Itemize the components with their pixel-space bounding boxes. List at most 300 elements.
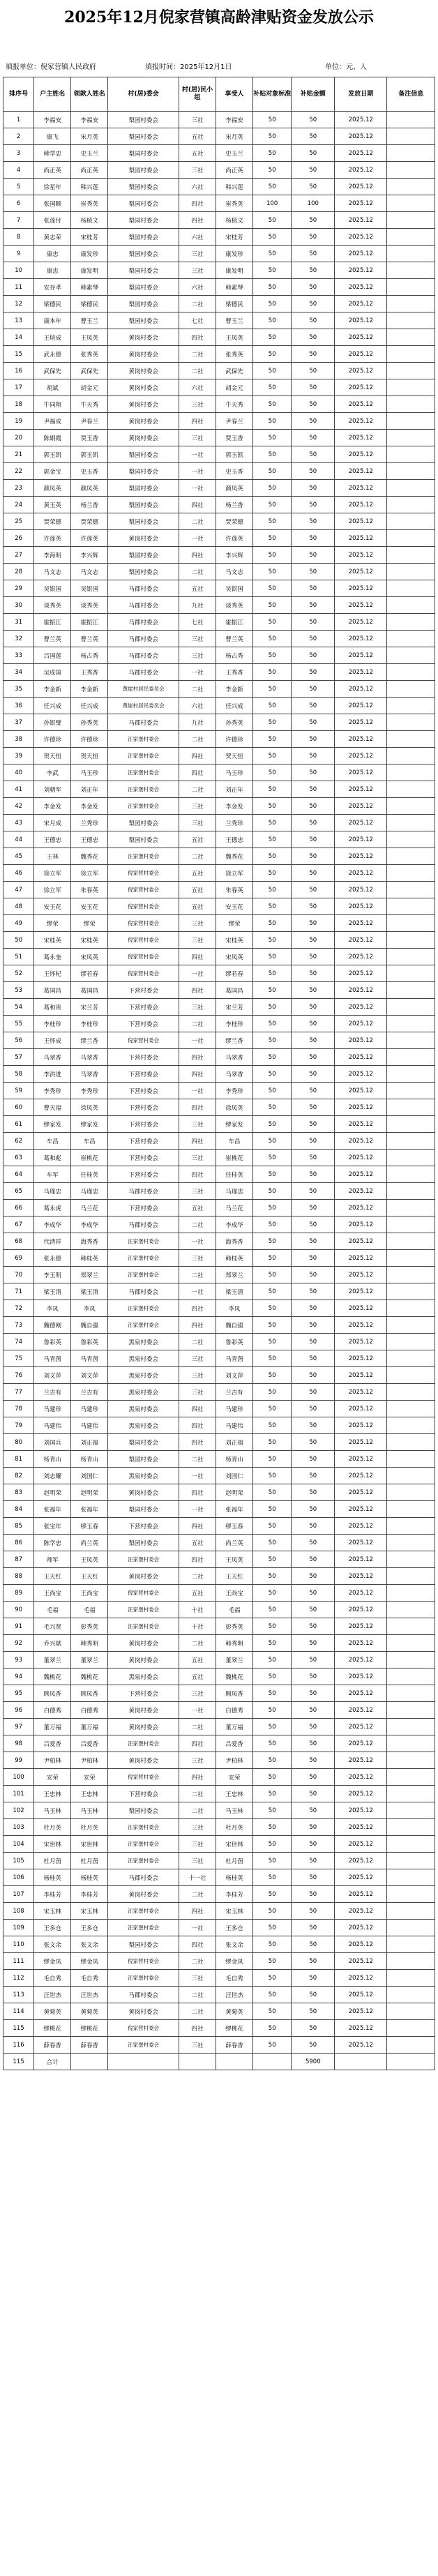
recipient-name: 宋月英	[71, 128, 108, 145]
recipient-name: 缪金凤	[71, 1953, 108, 1970]
beneficiary: 吕爱香	[216, 1735, 253, 1752]
subsidy-standard: 50	[253, 731, 292, 748]
payment-date: 2025.12	[335, 999, 387, 1016]
subsidy-amount: 50	[292, 1350, 335, 1367]
table-row	[3, 681, 435, 698]
table-row	[3, 664, 435, 681]
village-committee: 马郡村委会	[108, 1869, 179, 1886]
row-number: 92	[3, 1635, 34, 1652]
village-group: 三社	[179, 798, 216, 815]
subsidy-amount: 50	[292, 1183, 335, 1200]
subsidy-standard: 50	[253, 915, 292, 932]
subsidy-standard: 50	[253, 1585, 292, 1602]
village-group: 二社	[179, 363, 216, 379]
household-head: 黄玉英	[34, 497, 71, 513]
recipient-name: 贺天恒	[71, 748, 108, 764]
village-group: 一社	[179, 965, 216, 982]
village-committee: 倪家营村委会	[108, 949, 179, 965]
village-group: 三社	[179, 999, 216, 1016]
village-group: 一社	[179, 1501, 216, 1518]
table-row	[3, 1970, 435, 1987]
payment-date: 2025.12	[335, 1016, 387, 1032]
subsidy-standard: 50	[253, 446, 292, 463]
row-number: 73	[3, 1317, 34, 1334]
table-row	[3, 547, 435, 564]
subsidy-standard: 50	[253, 1853, 292, 1869]
payment-date: 2025.12	[335, 949, 387, 965]
table-row	[3, 413, 435, 430]
subsidy-table	[3, 77, 435, 2070]
table-row	[3, 848, 435, 865]
subsidy-standard: 50	[253, 212, 292, 229]
village-group: 三社	[179, 631, 216, 647]
household-head: 李金发	[34, 798, 71, 815]
beneficiary: 马玉林	[216, 1802, 253, 1819]
subsidy-standard: 50	[253, 497, 292, 513]
payment-date: 2025.12	[335, 764, 387, 781]
village-group: 六社	[179, 229, 216, 246]
beneficiary: 康发明	[216, 262, 253, 279]
row-number: 28	[3, 564, 34, 580]
row-number: 11	[3, 279, 34, 296]
row-number: 42	[3, 798, 34, 815]
row-number: 55	[3, 1016, 34, 1032]
village-committee: 梨园村委会	[108, 112, 179, 128]
recipient-name: 孙秀英	[71, 714, 108, 731]
row-number: 40	[3, 764, 34, 781]
row-number: 105	[3, 1853, 34, 1869]
row-number: 108	[3, 1903, 34, 1920]
village-committee: 下营村委会	[108, 1150, 179, 1166]
household-head: 顾凤香	[34, 1685, 71, 1702]
village-group: 五社	[179, 831, 216, 848]
recipient-name: 马玉林	[71, 1802, 108, 1819]
beneficiary: 董万福	[216, 1719, 253, 1735]
village-committee: 黑泉村委会	[108, 1384, 179, 1401]
village-group: 四社	[179, 1417, 216, 1434]
subsidy-standard: 50	[253, 1970, 292, 1987]
subsidy-amount: 50	[292, 831, 335, 848]
row-number: 58	[3, 1066, 34, 1083]
table-row	[3, 748, 435, 764]
village-committee: 汪家堡村委会	[108, 1618, 179, 1635]
table-row	[3, 1099, 435, 1116]
subsidy-amount: 50	[292, 413, 335, 430]
beneficiary: 刘国仁	[216, 1468, 253, 1484]
table-row	[3, 882, 435, 898]
beneficiary: 鲁彩英	[216, 1334, 253, 1350]
row-number: 43	[3, 815, 34, 831]
subsidy-standard: 50	[253, 1016, 292, 1032]
household-head: 马瑾忠	[34, 1183, 71, 1200]
beneficiary: 郑翠兰	[216, 1267, 253, 1283]
table-row	[3, 597, 435, 614]
village-committee: 马郡村委会	[108, 631, 179, 647]
household-head: 李金新	[34, 681, 71, 698]
payment-date: 2025.12	[335, 446, 387, 463]
subsidy-standard: 50	[253, 2037, 292, 2054]
village-committee: 黄岗村委会	[108, 346, 179, 363]
subsidy-amount: 50	[292, 681, 335, 698]
village-committee: 黄岗村委会	[108, 1886, 179, 1903]
subsidy-standard: 50	[253, 1233, 292, 1250]
row-number: 7	[3, 212, 34, 229]
household-head: 杜月茵	[34, 1853, 71, 1869]
row-number: 38	[3, 731, 34, 748]
table-row	[3, 1501, 435, 1518]
village-group: 四社	[179, 1484, 216, 1501]
row-number: 37	[3, 714, 34, 731]
household-head: 王多仓	[34, 1920, 71, 1936]
recipient-name: 黄菊英	[71, 2003, 108, 2020]
table-row	[3, 1518, 435, 1535]
beneficiary: 王多仓	[216, 1920, 253, 1936]
payment-date: 2025.12	[335, 982, 387, 999]
recipient-name: 宋世林	[71, 1836, 108, 1853]
subsidy-amount: 50	[292, 246, 335, 262]
village-group: 四社	[179, 949, 216, 965]
table-body	[3, 112, 435, 2054]
subsidy-standard: 50	[253, 1267, 292, 1283]
row-number: 107	[3, 1886, 34, 1903]
subsidy-amount: 50	[292, 564, 335, 580]
subsidy-amount: 50	[292, 1802, 335, 1819]
remarks	[387, 681, 435, 698]
subsidy-standard: 50	[253, 631, 292, 647]
subsidy-amount: 50	[292, 279, 335, 296]
row-number: 65	[3, 1183, 34, 1200]
household-head: 谈秀英	[34, 597, 71, 614]
subsidy-amount: 50	[292, 363, 335, 379]
beneficiary: 兰秀珍	[216, 815, 253, 831]
recipient-name: 李秀珍	[71, 1083, 108, 1099]
recipient-name: 李成华	[71, 1217, 108, 1233]
recipient-name: 李兴辉	[71, 547, 108, 564]
beneficiary: 韩素琴	[216, 279, 253, 296]
subsidy-amount: 50	[292, 1886, 335, 1903]
table-row	[3, 296, 435, 312]
table-row	[3, 1150, 435, 1166]
beneficiary: 安荣	[216, 1769, 253, 1786]
table-row	[3, 112, 435, 128]
subsidy-standard: 50	[253, 1869, 292, 1886]
household-head: 胡斌	[34, 379, 71, 396]
village-group: 五社	[179, 1585, 216, 1602]
row-number: 113	[3, 1987, 34, 2003]
village-committee: 黑泉村委会	[108, 1401, 179, 1417]
recipient-name: 刘国仁	[71, 1468, 108, 1484]
row-number: 10	[3, 262, 34, 279]
table-row	[3, 2020, 435, 2037]
recipient-name: 曹玉兰	[71, 312, 108, 329]
row-number: 90	[3, 1602, 34, 1618]
village-committee: 汪家堡村委会	[108, 2037, 179, 2054]
village-group: 四社	[179, 982, 216, 999]
table-row	[3, 1535, 435, 1551]
remarks	[387, 179, 435, 195]
village-group: 三社	[179, 1150, 216, 1166]
remarks	[387, 1819, 435, 1836]
remarks	[387, 1367, 435, 1384]
payment-date: 2025.12	[335, 1920, 387, 1936]
table-row	[3, 982, 435, 999]
remarks	[387, 1786, 435, 1802]
village-group: 二社	[179, 296, 216, 312]
subsidy-standard: 50	[253, 1166, 292, 1183]
subsidy-standard: 50	[253, 279, 292, 296]
household-head: 葛国昌	[34, 982, 71, 999]
payment-date: 2025.12	[335, 965, 387, 982]
subsidy-standard: 50	[253, 1350, 292, 1367]
recipient-name: 梁德民	[71, 296, 108, 312]
village-group: 四社	[179, 1551, 216, 1568]
village-group: 三社	[179, 815, 216, 831]
village-committee: 梨园村委会	[108, 128, 179, 145]
household-head: 刘志耀	[34, 1468, 71, 1484]
subsidy-standard: 100	[253, 195, 292, 212]
household-head: 许德珍	[34, 731, 71, 748]
subsidy-standard: 50	[253, 1384, 292, 1401]
payment-date: 2025.12	[335, 1602, 387, 1618]
household-head: 葛永奎	[34, 949, 71, 965]
table-row	[3, 1618, 435, 1635]
row-number: 80	[3, 1434, 34, 1451]
household-head: 吴银国	[34, 580, 71, 597]
recipient-name: 刘文萍	[71, 1367, 108, 1384]
subsidy-amount: 50	[292, 379, 335, 396]
recipient-name: 彭秀英	[71, 1618, 108, 1635]
beneficiary: 缪玉春	[216, 1518, 253, 1535]
payment-date: 2025.12	[335, 1384, 387, 1401]
village-committee: 黑泉村委会	[108, 1669, 179, 1685]
remarks	[387, 1652, 435, 1669]
row-number: 82	[3, 1468, 34, 1484]
village-committee: 马郡村委会	[108, 1183, 179, 1200]
household-head: 马建珍	[34, 1401, 71, 1417]
beneficiary: 刘正年	[216, 781, 253, 798]
subsidy-standard: 50	[253, 1702, 292, 1719]
beneficiary: 宋桂英	[216, 932, 253, 949]
table-row	[3, 2003, 435, 2020]
subsidy-standard: 50	[253, 2003, 292, 2020]
table-row	[3, 1987, 435, 2003]
household-head: 白德秀	[34, 1702, 71, 1719]
subsidy-standard: 50	[253, 1133, 292, 1150]
village-committee: 汪家堡村委会	[108, 1836, 179, 1853]
subsidy-standard: 50	[253, 1099, 292, 1116]
household-head: 曹兰英	[34, 631, 71, 647]
household-head: 王怀杞	[34, 965, 71, 982]
beneficiary: 李福安	[216, 112, 253, 128]
row-number: 6	[3, 195, 34, 212]
beneficiary: 史玉兰	[216, 145, 253, 162]
subsidy-amount: 50	[292, 1602, 335, 1618]
recipient-name: 康发明	[71, 262, 108, 279]
remarks	[387, 1032, 435, 1049]
subsidy-standard: 50	[253, 1685, 292, 1702]
table-row	[3, 463, 435, 480]
household-head: 缪桃花	[34, 2020, 71, 2037]
beneficiary: 马瑾忠	[216, 1183, 253, 1200]
remarks	[387, 1451, 435, 1468]
household-head: 毛兴贤	[34, 1618, 71, 1635]
remarks	[387, 1602, 435, 1618]
remarks	[387, 1384, 435, 1401]
row-number: 62	[3, 1133, 34, 1150]
row-number: 74	[3, 1334, 34, 1350]
beneficiary: 李秀珍	[216, 1083, 253, 1099]
table-row	[3, 480, 435, 497]
row-number: 14	[3, 329, 34, 346]
village-committee: 下营村委会	[108, 1083, 179, 1099]
village-group: 二社	[179, 731, 216, 748]
recipient-name: 康发珍	[71, 246, 108, 262]
subsidy-standard: 50	[253, 1032, 292, 1049]
village-group: 四社	[179, 1735, 216, 1752]
payment-date: 2025.12	[335, 1970, 387, 1987]
table-row	[3, 999, 435, 1016]
remarks	[387, 580, 435, 597]
household-head: 安荣	[34, 1769, 71, 1786]
village-group: 三社	[179, 1116, 216, 1133]
recipient-name: 顾凤香	[71, 1685, 108, 1702]
recipient-name: 杨桂英	[71, 1869, 108, 1886]
beneficiary: 尹春兰	[216, 413, 253, 430]
household-head: 尹柏林	[34, 1752, 71, 1769]
village-committee: 马郡村委会	[108, 614, 179, 631]
subsidy-standard: 50	[253, 1317, 292, 1334]
household-head: 乔兴斌	[34, 1635, 71, 1652]
recipient-name: 李凤	[71, 1300, 108, 1317]
remarks	[387, 1350, 435, 1367]
payment-date: 2025.12	[335, 1585, 387, 1602]
table-row	[3, 1451, 435, 1468]
payment-date: 2025.12	[335, 1802, 387, 1819]
table-row	[3, 1735, 435, 1752]
row-number: 95	[3, 1685, 34, 1702]
household-head: 康忠	[34, 262, 71, 279]
payment-date: 2025.12	[335, 547, 387, 564]
household-head: 张国顺	[34, 195, 71, 212]
household-head: 魏德刚	[34, 1317, 71, 1334]
village-group: 七社	[179, 312, 216, 329]
subsidy-amount: 50	[292, 1484, 335, 1501]
beneficiary: 黄菊英	[216, 2003, 253, 2020]
payment-date: 2025.12	[335, 1903, 387, 1920]
remarks	[387, 162, 435, 179]
subsidy-amount: 50	[292, 597, 335, 614]
village-committee: 汪家堡村委会	[108, 1920, 179, 1936]
table-row	[3, 781, 435, 798]
beneficiary: 缪兰香	[216, 1032, 253, 1049]
payment-date: 2025.12	[335, 898, 387, 915]
recipient-name: 王秀香	[71, 664, 108, 681]
household-head: 尚正英	[34, 162, 71, 179]
subsidy-standard: 50	[253, 781, 292, 798]
row-number: 84	[3, 1501, 34, 1518]
recipient-name: 缪若春	[71, 965, 108, 982]
village-committee: 汪家堡村委会	[108, 1267, 179, 1283]
payment-date: 2025.12	[335, 279, 387, 296]
village-group: 九社	[179, 597, 216, 614]
row-number: 15	[3, 346, 34, 363]
village-committee: 梨园村委会	[108, 229, 179, 246]
table-row	[3, 1819, 435, 1836]
recipient-name: 武保先	[71, 363, 108, 379]
recipient-name: 任兴成	[71, 698, 108, 714]
recipient-name: 葛国昌	[71, 982, 108, 999]
payment-date: 2025.12	[335, 1501, 387, 1518]
payment-date: 2025.12	[335, 865, 387, 882]
household-head: 王林	[34, 848, 71, 865]
village-group: 一社	[179, 1468, 216, 1484]
subsidy-standard: 50	[253, 1920, 292, 1936]
village-committee: 下营村委会	[108, 1786, 179, 1802]
table-row	[3, 1233, 435, 1250]
table-row	[3, 1183, 435, 1200]
village-group: 一社	[179, 1233, 216, 1250]
recipient-name: 兰秀珍	[71, 815, 108, 831]
village-committee: 下营村委会	[108, 1099, 179, 1116]
remarks	[387, 1401, 435, 1417]
village-committee: 马郡村委会	[108, 1283, 179, 1300]
village-group: 二社	[179, 2003, 216, 2020]
subsidy-amount: 50	[292, 296, 335, 312]
remarks	[387, 882, 435, 898]
subsidy-amount: 50	[292, 1099, 335, 1116]
subsidy-standard: 50	[253, 1501, 292, 1518]
row-number: 54	[3, 999, 34, 1016]
remarks	[387, 731, 435, 748]
household-head: 张文余	[34, 1936, 71, 1953]
header-cell: 享受人	[216, 77, 253, 112]
subsidy-standard: 50	[253, 1602, 292, 1618]
subsidy-amount: 50	[292, 430, 335, 446]
beneficiary: 宋世林	[216, 1836, 253, 1853]
row-number: 103	[3, 1819, 34, 1836]
remarks	[387, 480, 435, 497]
subsidy-amount: 50	[292, 1434, 335, 1451]
household-head: 李洪进	[34, 1066, 71, 1083]
row-number: 60	[3, 1099, 34, 1116]
row-number: 1	[3, 112, 34, 128]
recipient-name: 董万福	[71, 1719, 108, 1735]
remarks	[387, 982, 435, 999]
household-head: 李桂珍	[34, 1016, 71, 1032]
village-committee: 倪家营村委会	[108, 865, 179, 882]
remarks	[387, 463, 435, 480]
subsidy-amount: 50	[292, 1066, 335, 1083]
recipient-name: 马建珍	[71, 1401, 108, 1417]
subsidy-amount: 50	[292, 1869, 335, 1886]
beneficiary: 毛自秀	[216, 1970, 253, 1987]
subsidy-standard: 50	[253, 748, 292, 764]
remarks	[387, 145, 435, 162]
subsidy-standard: 50	[253, 430, 292, 446]
payment-date: 2025.12	[335, 1886, 387, 1903]
village-group: 三社	[179, 1367, 216, 1384]
village-group: 四社	[179, 195, 216, 212]
row-number: 83	[3, 1484, 34, 1501]
recipient-name: 王天红	[71, 1568, 108, 1585]
remarks	[387, 195, 435, 212]
recipient-name: 宋桂芳	[71, 229, 108, 246]
row-number: 104	[3, 1836, 34, 1853]
village-committee: 马郡村委会	[108, 580, 179, 597]
remarks	[387, 1317, 435, 1334]
household-head: 陈娟霞	[34, 430, 71, 446]
village-group: 四社	[179, 764, 216, 781]
